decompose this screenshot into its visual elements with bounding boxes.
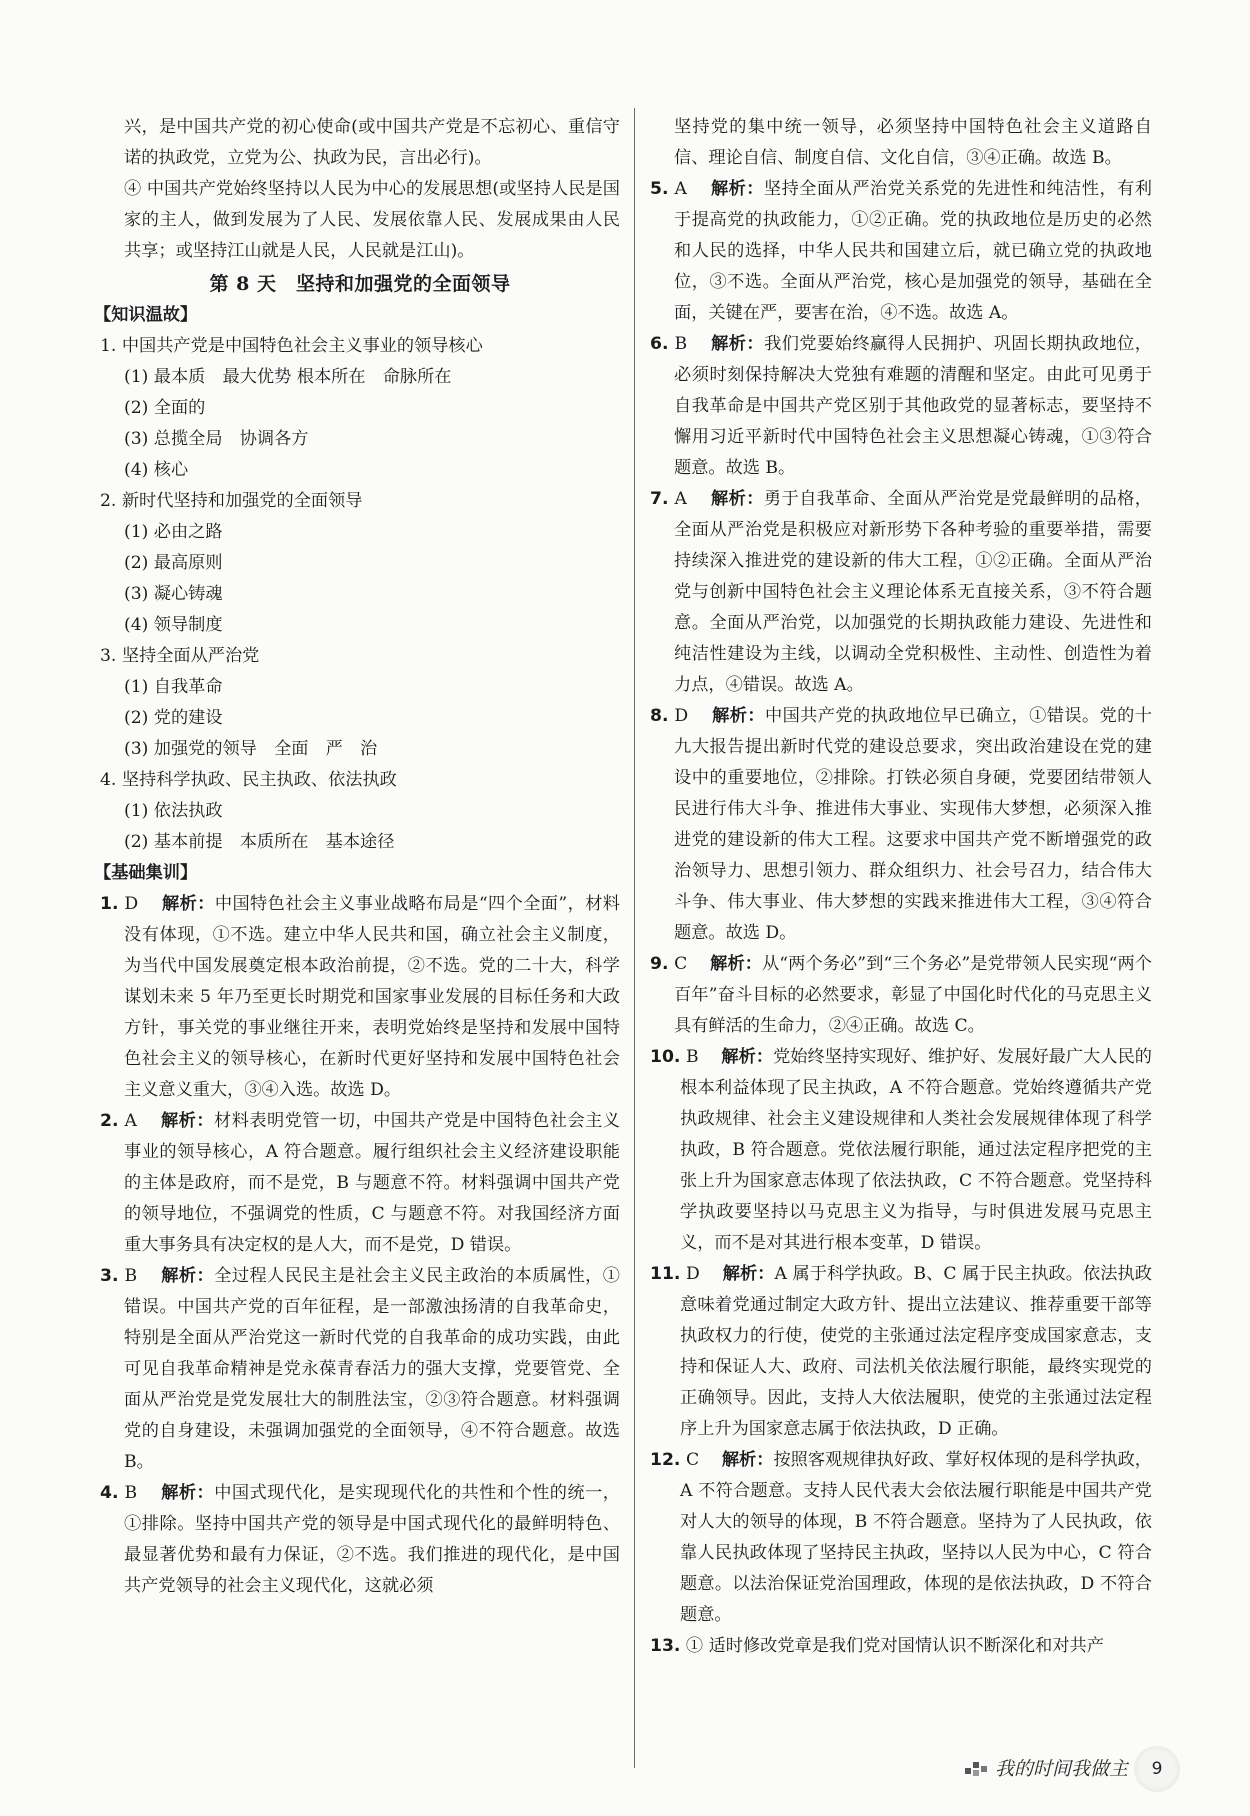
analysis-label: 解析： bbox=[722, 1264, 775, 1284]
left-column bbox=[94, 112, 620, 1602]
question-number: 10. bbox=[650, 1047, 681, 1067]
answer-choice: A bbox=[674, 179, 687, 199]
page-footer bbox=[965, 1744, 1180, 1794]
knowledge-subpoint: (2) 党的建设 bbox=[124, 708, 223, 728]
footer-slogan: 我的时间我做主 bbox=[994, 1757, 1128, 1780]
page-number: 9 bbox=[1134, 1746, 1180, 1792]
question-number: 7. bbox=[650, 489, 669, 509]
analysis-label: 解析： bbox=[721, 1450, 774, 1470]
answer-item bbox=[650, 701, 1152, 949]
question-number: 13. bbox=[650, 1636, 681, 1656]
answer-choice: B bbox=[124, 1266, 138, 1286]
column-divider bbox=[634, 108, 635, 1768]
knowledge-point: 1. 中国共产党是中国特色社会主义事业的领导核心 bbox=[100, 336, 483, 356]
question-number: 12. bbox=[650, 1450, 681, 1470]
answer-item bbox=[650, 1259, 1152, 1445]
answer-choice: D bbox=[124, 894, 139, 914]
analysis-label: 解析： bbox=[161, 1266, 215, 1286]
analysis-text: A 属于科学执政。B、C 属于民主执政。依法执政意味着党通过制定大政方针、提出立法建议、推荐重要干部等执政权力的行使，使党的主张通过法定程序变成国家意志，支持和保证人大、政府、司法机关依法履行职能，最终实现党的正确领导。因此，支持人大依法履职，使党的主张通过法定程序上升为国家意志属于依法执政，D 正确。 bbox=[680, 1264, 1152, 1439]
knowledge-subpoint: (2) 全面的 bbox=[124, 398, 206, 418]
question-number: 4. bbox=[100, 1483, 119, 1503]
answer-choice: A bbox=[674, 489, 687, 509]
analysis-label: 解析： bbox=[160, 1111, 215, 1131]
analysis-text: 中国共产党的执政地位早已确立，①错误。党的十九大报告提出新时代党的建设总要求，突出政治建设在党的建设中的重要地位，②排除。打铁必须自身硬，党要团结带领人民进行伟大斗争、推进伟大事业、实现伟大梦想，必须深入推进党的建设新的伟大工程。这要求中国共产党不断增强党的政治领导力、思想引领力、群众组织力、社会号召力，结合伟大斗争、伟大事业、伟大梦想的实践来推进伟大工程，③④符合题意。故选 D。 bbox=[674, 706, 1152, 943]
question-number: 8. bbox=[650, 706, 669, 726]
question-number: 5. bbox=[650, 179, 669, 199]
knowledge-subpoint: (4) 领导制度 bbox=[124, 615, 223, 635]
knowledge-point: 4. 坚持科学执政、民主执政、依法执政 bbox=[100, 770, 397, 790]
analysis-label: 解析： bbox=[162, 894, 215, 914]
answer-choice: A bbox=[124, 1111, 137, 1131]
answer-item bbox=[650, 1042, 1152, 1259]
knowledge-subpoint: (2) 最高原则 bbox=[124, 553, 223, 573]
analysis-label: 解析： bbox=[710, 489, 764, 509]
knowledge-subpoint: (3) 总揽全局 协调各方 bbox=[124, 429, 309, 449]
answer-choice: B bbox=[674, 334, 688, 354]
analysis-text: 全过程人民民主是社会主义民主政治的本质属性，①错误。中国共产党的百年征程，是一部激浊扬清的自我革命史，特别是全面从严治党这一新时代党的自我革命的成功实践，由此可见自我革命精神是党永葆青春活力的强大支撑，党要管党、全面从严治党是党发展壮大的制胜法宝，②③符合题意。材料强调党的自身建设，未强调加强党的全面领导，④不符合题意。故选 B。 bbox=[124, 1266, 620, 1472]
analysis-text: 党始终坚持实现好、维护好、发展好最广大人民的根本利益体现了民主执政，A 不符合题意。党始终遵循共产党执政规律、社会主义建设规律和人类社会发展规律体现了科学执政，B 符合题意。党依法履行职能，通过法定程序把党的主张上升为国家意志体现了依法执政，C 不符合题意。党坚持科学执政要坚持以马克思主义为指导，与时俱进发展马克思主义，而不是对其进行根本变革，D 错误。 bbox=[680, 1047, 1152, 1253]
answer-item bbox=[650, 484, 1152, 701]
answer-choice: B bbox=[685, 1047, 699, 1067]
continued-text: ④ 中国共产党始终坚持以人民为中心的发展思想(或坚持人民是国家的主人，做到发展为了人民、发展依靠人民、发展成果由人民共享；或坚持江山就是人民，人民就是江山)。 bbox=[124, 179, 620, 261]
answer-item bbox=[100, 1261, 620, 1478]
question-number: 3. bbox=[100, 1266, 119, 1286]
answer-choice: D bbox=[686, 1264, 700, 1284]
section-title: 第 8 天 坚持和加强党的全面领导 bbox=[209, 273, 511, 295]
knowledge-subpoint: (2) 基本前提 本质所在 基本途径 bbox=[124, 832, 395, 852]
answer-choice: C bbox=[685, 1450, 700, 1470]
analysis-label: 解析： bbox=[710, 954, 763, 974]
question-number: 9. bbox=[650, 954, 669, 974]
knowledge-subpoint: (1) 最本质 最大优势 根本所在 命脉所在 bbox=[124, 367, 452, 387]
answer-item bbox=[100, 889, 620, 1106]
answer-choice: D bbox=[674, 706, 689, 726]
analysis-text: 我们党要始终赢得人民拥护、巩固长期执政地位，必须时刻保持解决大党独有难题的清醒和坚定。由此可见勇于自我革命是中国共产党区别于其他政党的显著标志，要坚持不懈用习近平新时代中国特色社会主义思想凝心铸魂，①③符合题意。故选 B。 bbox=[674, 334, 1152, 478]
analysis-text: 勇于自我革命、全面从严治党是党最鲜明的品格，全面从严治党是积极应对新形势下各种考验的重要举措，需要持续深入推进党的建设新的伟大工程，①②正确。全面从严治党与创新中国特色社会主义理论体系无直接关系，③不符合题意。全面从严治党，以加强党的长期执政能力建设、先进性和纯洁性建设为主线，以调动全党积极性、主动性、创造性为着力点，④错误。故选 A。 bbox=[674, 489, 1152, 695]
question-number: 1. bbox=[100, 894, 119, 914]
knowledge-subpoint: (1) 依法执政 bbox=[124, 801, 223, 821]
continued-text: 兴，是中国共产党的初心使命(或中国共产党是不忘初心、重信守诺的执政党，立党为公、执政为民，言出必行)。 bbox=[124, 117, 620, 168]
answer-item bbox=[100, 1106, 620, 1261]
knowledge-point: 3. 坚持全面从严治党 bbox=[100, 646, 260, 666]
section-heading: 【基础集训】 bbox=[94, 863, 198, 883]
analysis-text: 从“两个务必”到“三个务必”是党带领人民实现“两个百年”奋斗目标的必然要求，彰显了中国化时代化的马克思主义具有鲜活的生命力，②④正确。故选 C。 bbox=[674, 954, 1152, 1036]
question-number: 11. bbox=[650, 1264, 681, 1284]
answer-item bbox=[650, 329, 1152, 484]
continued-text: 坚持党的集中统一领导，必须坚持中国特色社会主义道路自信、理论自信、制度自信、文化自信，③④正确。故选 B。 bbox=[674, 117, 1152, 168]
analysis-label: 解析： bbox=[712, 706, 765, 726]
analysis-text: 中国式现代化，是实现现代化的共性和个性的统一，①排除。坚持中国共产党的领导是中国式现代化的最鲜明特色、最显著优势和最有力保证，②不选。我们推进的现代化，是中国共产党领导的社会主义现代化，这就必须 bbox=[124, 1483, 620, 1596]
answer-item bbox=[100, 1478, 620, 1602]
answer-item bbox=[650, 949, 1152, 1042]
section-heading: 【知识温故】 bbox=[94, 305, 198, 325]
answer-choice: B bbox=[124, 1483, 138, 1503]
knowledge-subpoint: (3) 加强党的领导 全面 严 治 bbox=[124, 739, 378, 759]
analysis-label: 解析： bbox=[721, 1047, 774, 1067]
knowledge-subpoint: (1) 自我革命 bbox=[124, 677, 223, 697]
analysis-text: ① 适时修改党章是我们党对国情认识不断深化和对共产 bbox=[685, 1636, 1104, 1656]
answer-choice: C bbox=[674, 954, 688, 974]
right-column bbox=[650, 112, 1152, 1662]
footer-decoration-icon bbox=[965, 1762, 987, 1776]
question-number: 6. bbox=[650, 334, 669, 354]
analysis-label: 解析： bbox=[710, 179, 764, 199]
answer-item bbox=[650, 1445, 1152, 1631]
answer-item bbox=[650, 1631, 1152, 1662]
answer-item bbox=[650, 174, 1152, 329]
knowledge-subpoint: (1) 必由之路 bbox=[124, 522, 223, 542]
analysis-text: 材料表明党管一切，中国共产党是中国特色社会主义事业的领导核心，A 符合题意。履行组织社会主义经济建设职能的主体是政府，而不是党，B 与题意不符。材料强调中国共产党的领导地位，不强调党的性质，C 与题意不符。对我国经济方面重大事务具有决定权的是人大，而不是党，D 错误。 bbox=[124, 1111, 620, 1255]
knowledge-subpoint: (4) 核心 bbox=[124, 460, 189, 480]
analysis-text: 按照客观规律执好政、掌好权体现的是科学执政，A 不符合题意。支持人民代表大会依法履行职能是中国共产党对人大的领导的体现，B 不符合题意。坚持为了人民执政，依靠人民执政体现了坚持民主执政，坚持以人民为中心，C 符合题意。以法治保证党治国理政，体现的是依法执政，D 不符合题意。 bbox=[680, 1450, 1152, 1625]
analysis-label: 解析： bbox=[161, 1483, 215, 1503]
analysis-text: 坚持全面从严治党关系党的先进性和纯洁性，有利于提高党的执政能力，①②正确。党的执政地位是历史的必然和人民的选择，中华人民共和国建立后，就已确立党的执政地位，③不选。全面从严治党，核心是加强党的领导，基础在全面，关键在严，要害在治，④不选。故选 A。 bbox=[674, 179, 1152, 323]
question-number: 2. bbox=[100, 1111, 119, 1131]
knowledge-subpoint: (3) 凝心铸魂 bbox=[124, 584, 223, 604]
knowledge-point: 2. 新时代坚持和加强党的全面领导 bbox=[100, 491, 363, 511]
analysis-label: 解析： bbox=[711, 334, 765, 354]
analysis-text: 中国特色社会主义事业战略布局是“四个全面”，材料没有体现，①不选。建立中华人民共和国，确立社会主义制度，为当代中国发展奠定根本政治前提，②不选。党的二十大，科学谋划未来 5 年乃至更长时期党和国家事业发展的目标任务和大政方针，事关党的事业继往开来，表明党始终是坚持和发展中国特色社会主义的领导核心，在新时代更好坚持和发展中国特色社会主义意义重大，③④入选。故选 D。 bbox=[124, 894, 620, 1100]
